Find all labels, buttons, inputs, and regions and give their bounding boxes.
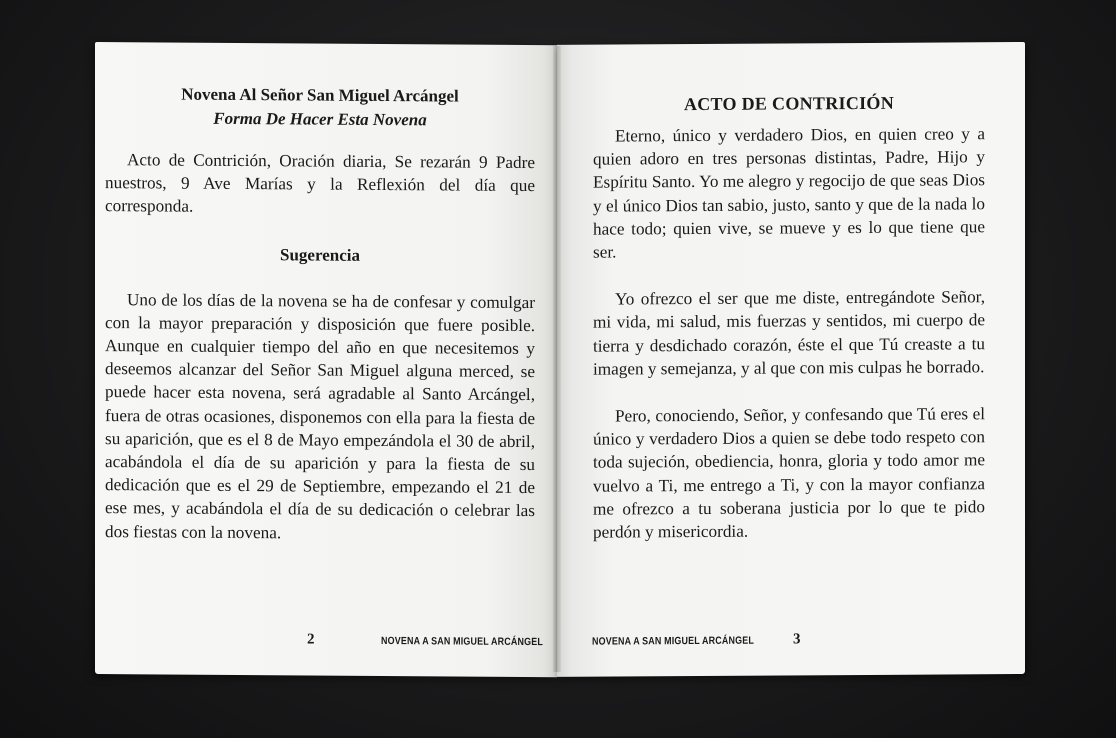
sugerencia-paragraph: Uno de los días de la novena se ha de confesar y comulgar con la mayor preparación y disposición que fuere posible. Aunque en cualquier tiempo del año en que necesitemos y deseemos alcanzar del Señor San Miguel alguna merced, se puede hacer esta novena, será agradable al Santo Arcángel, fuera de otras ocasiones, disponemos con ella para la fiesta de su aparición, que es el 8 de Mayo empezándola el 30 de abril, acabándola el día de su aparición y para la fiesta de su dedicación que es el 29 de Septiembre, empezando el 21 de ese mes, y acabándola el día de su dedicación o celebrar las dos fiestas con la novena.	[105, 289, 535, 542]
novena-subtitle: Forma De Hacer Esta Novena	[213, 108, 427, 130]
open-booklet	[95, 42, 1025, 674]
left-page-content	[95, 42, 557, 677]
right-page-footer	[557, 630, 1025, 653]
novena-title: Novena Al Señor San Miguel Arcángel	[181, 84, 459, 106]
right-page	[557, 42, 1025, 677]
intro-paragraph: Acto de Contrición, Oración diaria, Se rezarán 9 Padre nuestros, 9 Ave Marías y la Reflexión del día que corresponda.	[105, 150, 535, 217]
contricion-paragraph-2: Yo ofrezco el ser que me diste, entregándote Señor, mi vida, mi salud, mis fuerzas y sentidos, mi cuerpo de tierra y desdichado corazón, éste el que Tú creaste a tu imagen y semejanza, y al que con mis culpas he borrado.	[593, 287, 985, 379]
left-page	[95, 42, 557, 677]
acto-de-contricion-title: ACTO DE CONTRICIÓN	[683, 92, 895, 115]
page-number-left: 2	[307, 631, 315, 648]
right-page-content	[557, 42, 1025, 677]
contricion-paragraph-3: Pero, conociendo, Señor, y confesando que Tú eres el único y verdadero Dios a quien se debe todo respeto con toda sujeción, obediencia, honra, gloria y todo amor me vuelvo a Ti, me entrego a Ti, y con la mayor confianza me ofrezco a tu soberana justicia por lo que te pido perdón y misericordia.	[593, 404, 985, 542]
booklet-spine	[553, 46, 561, 672]
left-page-footer	[95, 630, 557, 653]
section-title-sugerencia: Sugerencia	[280, 244, 360, 265]
running-footer-right: NOVENA A SAN MIGUEL ARCÁNGEL	[592, 634, 754, 648]
running-footer-left: NOVENA A SAN MIGUEL ARCÁNGEL	[381, 634, 543, 649]
page-number-right: 3	[793, 631, 801, 648]
contricion-paragraph-1: Eterno, único y verdadero Dios, en quien creo y a quien adoro en tres personas distintas, Padre, Hijo y Espíritu Santo. Yo me alegro y regocijo de que seas Dios y el único Dios tan sabio, justo, santo y que de la nada lo hace todo; quien vive, se mueve y es lo que tiene que ser.	[593, 124, 985, 262]
